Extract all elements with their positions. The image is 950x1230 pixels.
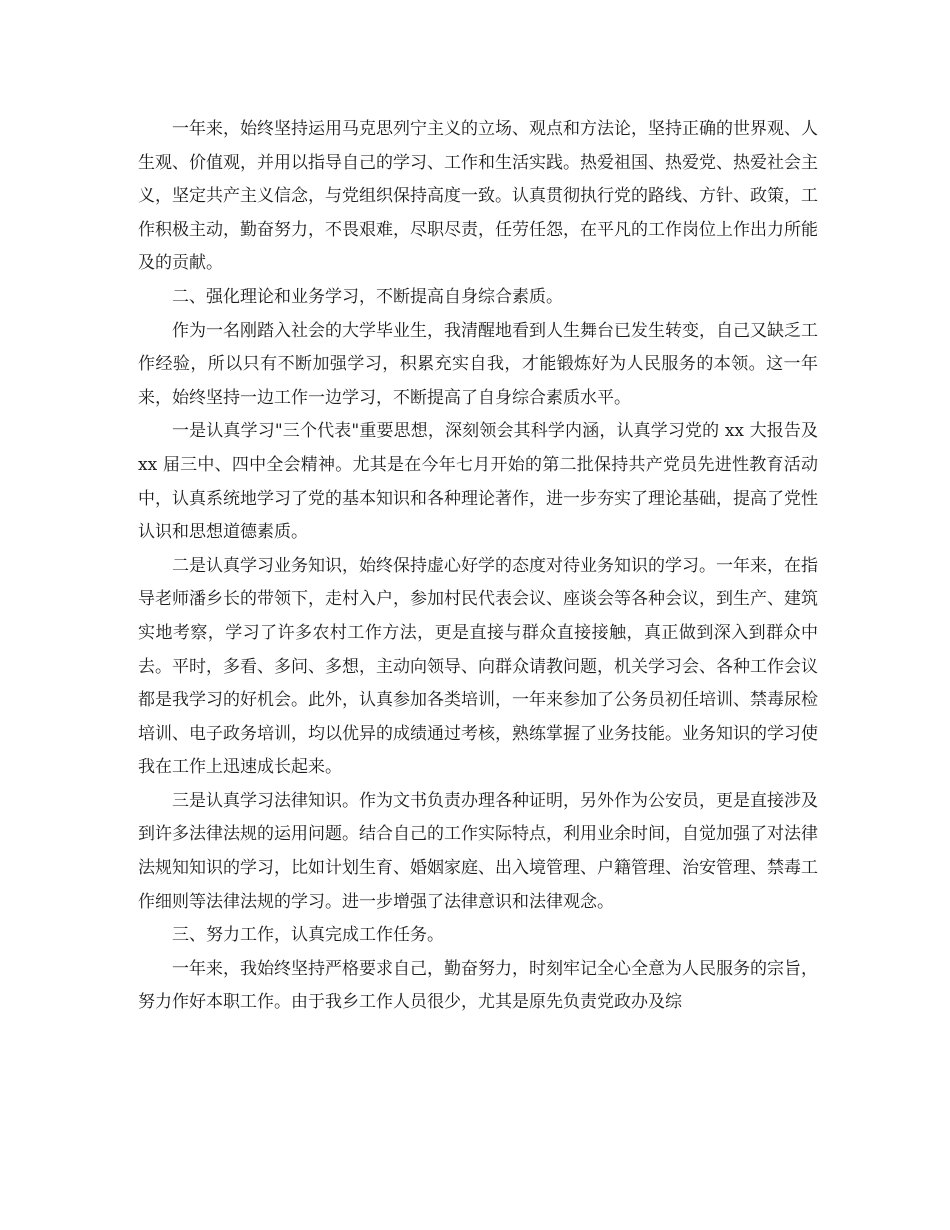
paragraph-graduate-learning: 作为一名刚踏入社会的大学毕业生，我清醒地看到人生舞台已发生转变，自己又缺乏工作经验，所以只有不断加强学习，积累充实自我，才能锻炼好为人民服务的本领。这一年来，始终坚持一边工作一边学习，不断提高了自身综合素质水平。 bbox=[138, 320, 818, 408]
section-heading-work: 三、努力工作，认真完成工作任务。 bbox=[172, 925, 444, 946]
paragraph-business-study: 二是认真学习业务知识，始终保持虚心好学的态度对待业务知识的学习。一年来，在指导老师潘乡长的带领下，走村入户，参加村民代表会议、座谈会等各种会议，到生产、建筑实地考察，学习了许多农村工作方法，更是直接与群众直接接触，真正做到深入到群众中去。平时，多看、多问、多想，主动向领导、向群众请教问题，机关学习会、各种工作会议都是我学习的好机会。此外，认真参加各类培训，一年来参加了公务员初任培训、禁毒尿检培训、电子政务培训，均以优异的成绩通过考核，熟练掌握了业务技能。业务知识的学习使我在工作上迅速成长起来。 bbox=[138, 555, 818, 778]
section-heading-study: 二、强化理论和业务学习，不断提高自身综合素质。 bbox=[172, 286, 563, 307]
document-body bbox=[138, 113, 818, 1020]
paragraph-law-study: 三是认真学习法律知识。作为文书负责办理各种证明，另外作为公安员，更是直接涉及到许多法律法规的运用问题。结合自己的工作实际特点，利用业余时间，自觉加强了对法律法规知知识的学习，比如计划生育、婚姻家庭、出入境管理、户籍管理、治安管理、禁毒工作细则等法律法规的学习。进一步增强了法律意识和法律观念。 bbox=[138, 790, 818, 912]
paragraph-political-stance: 一年来，始终坚持运用马克思列宁主义的立场、观点和方法论，坚持正确的世界观、人生观、价值观，并用以指导自己的学习、工作和生活实践。热爱祖国、热爱党、热爱社会主义，坚定共产主义信念，与党组织保持高度一致。认真贯彻执行党的路线、方针、政策，工作积极主动，勤奋努力，不畏艰难，尽职尽责，任劳任怨，在平凡的工作岗位上作出力所能及的贡献。 bbox=[138, 119, 818, 274]
paragraph-work-duties: 一年来，我始终坚持严格要求自己，勤奋努力，时刻牢记全心全意为人民服务的宗旨，努力作好本职工作。由于我乡工作人员很少，尤其是原先负责党政办及综 bbox=[138, 958, 818, 1013]
paragraph-theory-study: 一是认真学习"三个代表"重要思想，深刻领会其科学内涵，认真学习党的 xx 大报告及 xx 届三中、四中全会精神。尤其是在今年七月开始的第二批保持共产党员先进性教育活动中，认真系统地学习了党的基本知识和各种理论著作，进一步夯实了理论基础，提高了党性认识和思想道德素质。 bbox=[138, 421, 818, 543]
